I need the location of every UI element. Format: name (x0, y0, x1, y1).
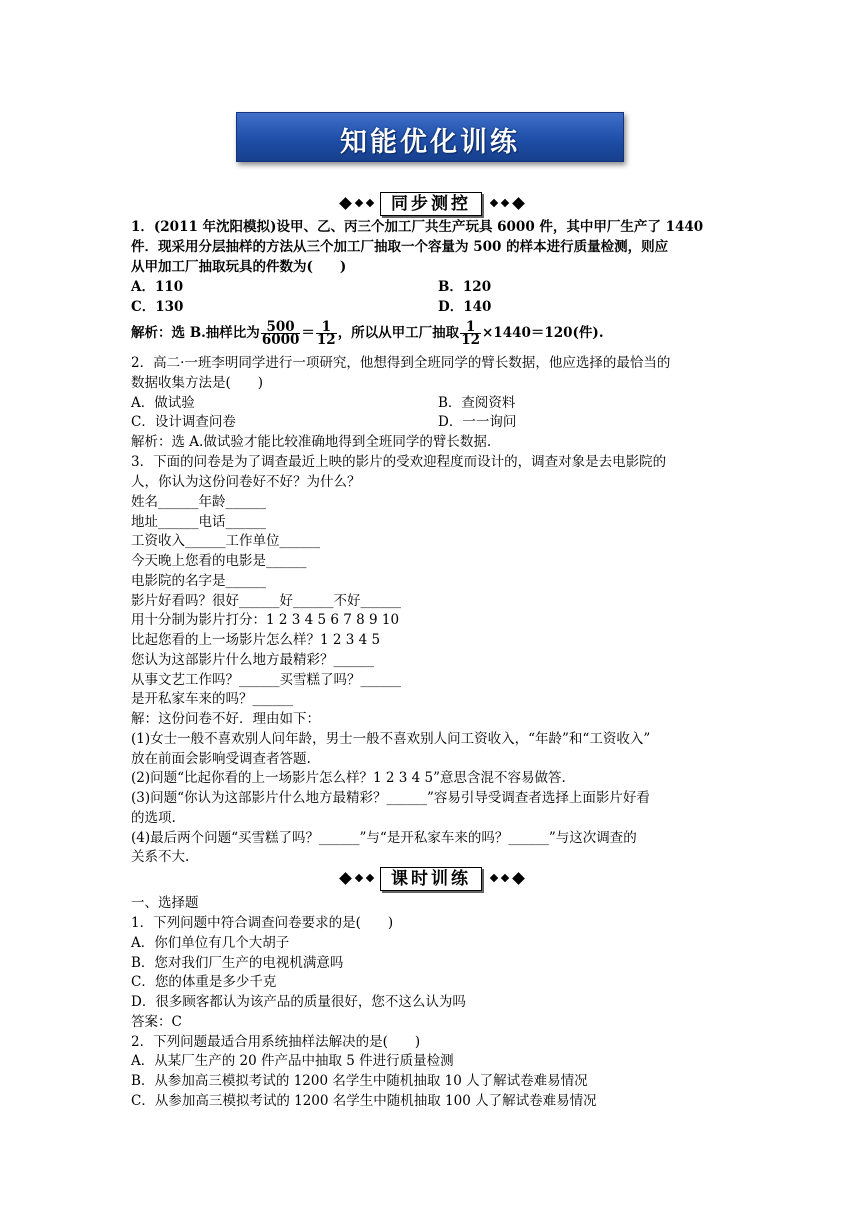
diamond-icon (366, 874, 374, 882)
diamond-icon (339, 197, 352, 210)
p2-option-a: A．从某厂生产的 20 件产品中抽取 5 件进行质量检测 (131, 1053, 454, 1069)
q1-solution-equals: ＝ (301, 325, 315, 341)
q3-reason-4b: 关系不大. (131, 849, 190, 865)
q1-line2: 件．现采用分层抽样的方法从三个加工厂抽取一个容量为 500 的样本进行质量检测，则应 (131, 239, 669, 255)
q3-reason-3b: 的选项. (131, 810, 176, 826)
title-banner (236, 112, 624, 162)
q3-line2: 人，你认为这份问卷好不好？为什么？ (131, 474, 361, 490)
section-header-sync (0, 192, 860, 218)
q3-reason-1a: (1)女士一般不喜欢别人问年龄，男士一般不喜欢别人问工资收入，“年龄”和“工资收入” (131, 731, 651, 747)
fraction-denominator: 12 (316, 332, 336, 348)
fraction-numerator: 500 (261, 321, 301, 334)
fraction (460, 321, 481, 346)
q3-form-line: 从事文艺工作吗？______买雪糕了吗？______ (131, 672, 401, 688)
diamond-icon (355, 874, 363, 882)
q1-line1: 1．(2011 年沈阳模拟)设甲、乙、丙三个加工厂共生产玩具 6000 件，其中甲厂生产了 1440 (131, 219, 704, 235)
p1-option-b: B．您对我们厂生产的电视机满意吗 (131, 955, 344, 971)
p2-stem: 2．下列问题最适合用系统抽样法解决的是( ) (131, 1034, 421, 1050)
banner-title: 知能优化训练 (340, 127, 520, 158)
q3-form-line: 姓名______年龄______ (131, 494, 266, 510)
q2-line2: 数据收集方法是( ) (131, 375, 264, 391)
q3-form-line: 您认为这部影片什么地方最精彩？______ (131, 652, 374, 668)
part-heading: 一、选择题 (131, 895, 199, 911)
q1-solution-prefix: 解析：选 B.抽样比为 (131, 325, 260, 341)
q2-option-c: C．设计调查问卷 (131, 414, 236, 430)
fraction-denominator: 6000 (261, 332, 300, 348)
q3-form-line: 今天晚上您看的电影是______ (131, 553, 307, 569)
q1-option-d: D．140 (438, 299, 492, 315)
q1-solution (131, 318, 604, 348)
q1-solution-middle: ，所以从甲工厂抽取 (337, 325, 460, 341)
fraction (316, 321, 337, 346)
p1-option-d: D．很多顾客都认为该产品的质量很好，您不这么认为吗 (131, 994, 466, 1010)
diamond-icon (339, 872, 352, 885)
section-title: 同步测控 (380, 192, 482, 216)
q3-reason-4a: (4)最后两个问题“买雪糕了吗？______”与“是开私家车来的吗？______”与这次调查的 (131, 830, 637, 846)
p1-stem: 1．下列问题中符合调查问卷要求的是( ) (131, 915, 394, 931)
q2-option-a: A．做试验 (131, 395, 195, 411)
fraction (261, 321, 301, 346)
section-header-lesson (0, 867, 860, 893)
fraction-denominator: 12 (461, 332, 480, 348)
q3-form-line: 用十分制为影片打分：1 2 3 4 5 6 7 8 9 10 (131, 612, 400, 628)
diamond-icon (355, 199, 363, 207)
q3-form-line: 电影院的名字是______ (131, 573, 266, 589)
q2-option-b: B．查阅资料 (438, 395, 516, 411)
q3-solution-head: 解：这份问卷不好．理由如下： (131, 711, 320, 727)
p1-option-a: A．你们单位有几个大胡子 (131, 935, 290, 951)
q3-form-line: 影片好看吗？很好______好______不好______ (131, 593, 401, 609)
diamond-icon (512, 872, 525, 885)
p2-option-b: B．从参加高三模拟考试的 1200 名学生中随机抽取 10 人了解试卷难易情况 (131, 1073, 588, 1089)
q3-form-line: 比起您看的上一场影片怎么样？1 2 3 4 5 (131, 632, 381, 648)
q1-solution-suffix: ×1440＝120(件). (481, 325, 604, 341)
diamond-icon (512, 197, 525, 210)
p1-option-c: C．您的体重是多少千克 (131, 974, 277, 990)
p1-answer: 答案：C (131, 1014, 182, 1030)
q3-form-line: 工资收入______工作单位______ (131, 533, 320, 549)
diamond-icon (366, 199, 374, 207)
q3-reason-2: (2)问题“比起你看的上一场影片怎么样？1 2 3 4 5”意思含混不容易做答. (131, 770, 566, 786)
q2-solution: 解析：选 A.做试验才能比较准确地得到全班同学的臂长数据. (131, 434, 492, 450)
q1-option-b: B．120 (438, 279, 492, 295)
q2-option-d: D．一一询问 (438, 414, 517, 430)
q3-reason-3a: (3)问题“你认为这部影片什么地方最精彩？______”容易引导受调查者选择上面影片好看 (131, 790, 650, 806)
diamond-icon (490, 874, 498, 882)
diamond-icon (490, 199, 498, 207)
p2-option-c: C．从参加高三模拟考试的 1200 名学生中随机抽取 100 人了解试卷难易情况 (131, 1093, 597, 1109)
q3-form-line: 地址______电话______ (131, 514, 266, 530)
section-title: 课时训练 (380, 867, 482, 891)
q3-line1: 3．下面的问卷是为了调查最近上映的影片的受欢迎程度而设计的，调查对象是去电影院的 (131, 454, 667, 470)
q2-line1: 2．高二·一班李明同学进行一项研究，他想得到全班同学的臂长数据，他应选择的最恰当的 (131, 355, 671, 371)
fraction-numerator: 1 (460, 321, 481, 334)
q3-form-line: 是开私家车来的吗？______ (131, 691, 293, 707)
q1-option-a: A．110 (131, 279, 184, 295)
fraction-numerator: 1 (316, 321, 337, 334)
diamond-icon (501, 199, 509, 207)
q3-reason-1b: 放在前面会影响受调查者答题. (131, 751, 311, 767)
q1-option-c: C．130 (131, 299, 184, 315)
diamond-icon (501, 874, 509, 882)
q1-line3: 从甲加工厂抽取玩具的件数为( ) (131, 259, 347, 275)
